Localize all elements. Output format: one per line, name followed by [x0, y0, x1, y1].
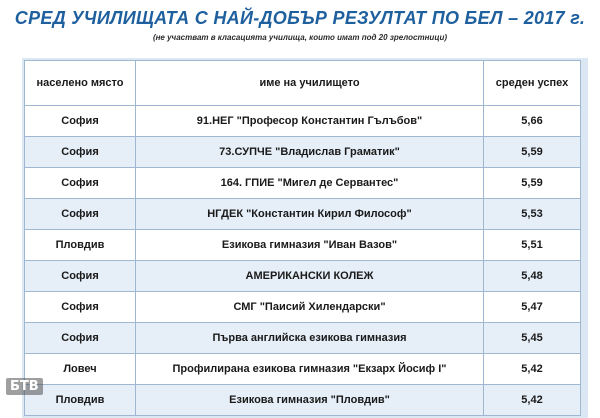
- table-row: [25, 137, 581, 168]
- cell-school: Първа английска езикова гимназия: [136, 323, 484, 354]
- cell-city: София: [25, 168, 136, 199]
- cell-score: 5,48: [484, 261, 581, 292]
- table-row: [25, 385, 581, 416]
- table-row: [25, 292, 581, 323]
- results-table: [24, 60, 581, 416]
- cell-score: 5,66: [484, 106, 581, 137]
- cell-city: София: [25, 137, 136, 168]
- table-row: [25, 261, 581, 292]
- cell-school: Езикова гимназия "Пловдив": [136, 385, 484, 416]
- table-row: [25, 106, 581, 137]
- cell-city: Ловеч: [25, 354, 136, 385]
- cell-score: 5,51: [484, 230, 581, 261]
- cell-city: Пловдив: [25, 385, 136, 416]
- cell-school: Профилирана езикова гимназия "Екзарх Йосиф I": [136, 354, 484, 385]
- cell-city: София: [25, 199, 136, 230]
- cell-city: София: [25, 106, 136, 137]
- cell-score: 5,47: [484, 292, 581, 323]
- header-city: населено място: [25, 61, 136, 106]
- cell-score: 5,42: [484, 354, 581, 385]
- header-score: среден успех: [484, 61, 581, 106]
- cell-score: 5,53: [484, 199, 581, 230]
- page-subtitle: (не участват в класацията училища, които имат под 20 зрелостници): [152, 33, 448, 42]
- page-title: СРЕД УЧИЛИЩАТА С НАЙ-ДОБЪР РЕЗУЛТАТ ПО БЕЛ – 2017 г.: [14, 8, 586, 28]
- header-school: име на училището: [136, 61, 484, 106]
- cell-school: 73.СУПЧЕ "Владислав Граматик": [136, 137, 484, 168]
- cell-score: 5,59: [484, 168, 581, 199]
- cell-score: 5,42: [484, 385, 581, 416]
- cell-school: 164. ГПИЕ "Мигел де Сервантес": [136, 168, 484, 199]
- cell-school: АМЕРИКАНСКИ КОЛЕЖ: [136, 261, 484, 292]
- cell-city: София: [25, 292, 136, 323]
- cell-school: 91.НЕГ "Професор Константин Гълъбов": [136, 106, 484, 137]
- cell-school: НГДЕК "Константин Кирил Философ": [136, 199, 484, 230]
- cell-city: София: [25, 323, 136, 354]
- cell-city: София: [25, 261, 136, 292]
- cell-city: Пловдив: [25, 230, 136, 261]
- table-header-row: [25, 61, 581, 106]
- table-row: [25, 230, 581, 261]
- table-row: [25, 199, 581, 230]
- channel-logo-watermark: БТВ: [6, 378, 43, 395]
- table-row: [25, 168, 581, 199]
- cell-score: 5,59: [484, 137, 581, 168]
- table-row: [25, 323, 581, 354]
- cell-score: 5,45: [484, 323, 581, 354]
- table-row: [25, 354, 581, 385]
- cell-school: СМГ "Паисий Хилендарски": [136, 292, 484, 323]
- cell-school: Езикова гимназия "Иван Вазов": [136, 230, 484, 261]
